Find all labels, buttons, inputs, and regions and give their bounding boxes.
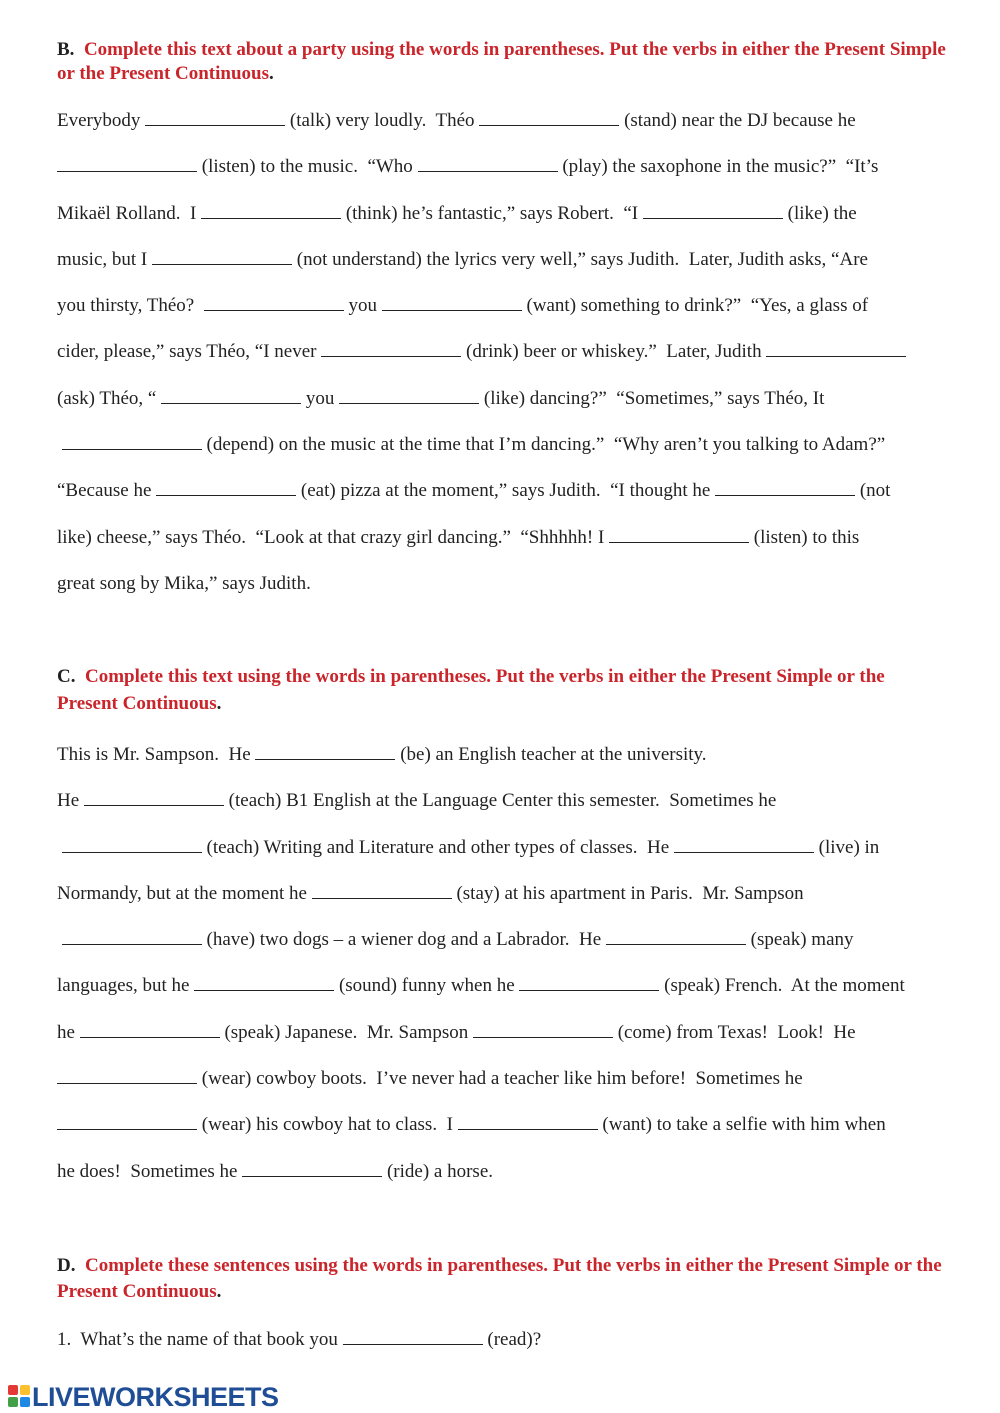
section-b-heading — [57, 38, 947, 86]
text-segment: (think) he’s fantastic,” says Robert. “I — [341, 202, 643, 224]
answer-blank[interactable] — [458, 1114, 598, 1130]
answer-blank[interactable] — [766, 341, 906, 357]
answer-blank[interactable] — [418, 156, 558, 172]
text-segment: (ride) a horse. — [382, 1160, 493, 1182]
text-line — [57, 1157, 947, 1203]
text-segment: (speak) French. At the moment — [659, 975, 905, 997]
text-segment: (sound) funny when he — [334, 975, 520, 997]
text-segment: you — [301, 387, 340, 409]
text-segment: This is Mr. Sampson. He — [57, 744, 256, 765]
text-line — [57, 106, 947, 152]
text-line — [57, 925, 947, 971]
answer-blank[interactable] — [473, 1022, 613, 1038]
text-segment: great song by Mika,” says Judith. — [57, 572, 311, 594]
answer-blank[interactable] — [606, 929, 746, 945]
text-segment: (teach) B1 English at the Language Center this semester. Sometimes he — [223, 790, 777, 812]
logo-text: LIVEWORKSHEETS — [32, 1382, 279, 1412]
text-line — [57, 245, 947, 291]
text-segment: (listen) to this — [749, 526, 860, 548]
answer-blank[interactable] — [382, 295, 522, 311]
text-line — [57, 476, 947, 522]
text-segment: (not understand) the lyrics very well,” says Judith. Later, Judith asks, “Are — [292, 248, 868, 270]
text-segment: (stay) at his apartment in Paris. Mr. Sampson — [451, 882, 804, 904]
text-segment: (have) two dogs – a wiener dog and a Labrador. He — [201, 929, 606, 951]
text-segment: you thirsty, Théo? — [57, 295, 204, 317]
answer-blank[interactable] — [201, 203, 341, 219]
section-b-text — [57, 106, 947, 615]
section-b-period: . — [269, 63, 274, 84]
section-c-period: . — [216, 693, 222, 714]
section-c-instruction: Complete this text using the words in parentheses. Put the verbs in either the Present Simple or the Present Continuous — [57, 666, 885, 714]
text-segment: (come) from Texas! Look! He — [612, 1021, 856, 1043]
section-c-heading — [57, 663, 947, 717]
answer-blank[interactable] — [145, 110, 285, 126]
text-segment: cider, please,” says Théo, “I never — [57, 341, 322, 363]
section-d-letter: D. — [57, 1255, 76, 1276]
text-line — [57, 1018, 947, 1064]
text-line — [57, 786, 947, 832]
text-line — [57, 152, 947, 198]
answer-blank[interactable] — [321, 341, 461, 357]
answer-blank[interactable] — [643, 203, 783, 219]
text-segment: (play) the saxophone in the music?” “It’s — [557, 156, 879, 178]
answer-blank[interactable] — [62, 929, 202, 945]
text-line — [57, 430, 947, 476]
text-line — [57, 1064, 947, 1110]
section-b-letter: B. — [57, 39, 75, 60]
text-segment: (talk) very loudly. Théo — [285, 110, 480, 131]
text-segment: (not — [855, 480, 891, 502]
answer-blank[interactable] — [57, 156, 197, 172]
text-segment: (wear) his cowboy hat to class. I — [197, 1114, 458, 1136]
answer-blank[interactable] — [674, 837, 814, 853]
text-segment: (speak) many — [745, 929, 854, 951]
text-segment: (depend) on the music at the time that I’m dancing.” “Why aren’t you talking to Adam?” — [201, 434, 886, 456]
text-line — [57, 569, 947, 615]
section-b-instruction: Complete this text about a party using the words in parentheses. Put the verbs in either the Present Simple or the Present Continuous — [57, 39, 946, 84]
section-c — [57, 663, 947, 1203]
text-segment: (wear) cowboy boots. I’ve never had a teacher like him before! Sometimes he — [197, 1068, 803, 1090]
answer-blank[interactable] — [479, 110, 619, 126]
text-segment: 1. What’s the name of that book you — [57, 1329, 343, 1350]
text-segment: like) cheese,” says Théo. “Look at that crazy girl dancing.” “Shhhhh! I — [57, 526, 610, 548]
section-d-text — [57, 1325, 947, 1371]
section-d-heading — [57, 1253, 947, 1305]
text-line — [57, 1325, 947, 1371]
text-line — [57, 879, 947, 925]
text-segment: he — [57, 1021, 80, 1043]
answer-blank[interactable] — [255, 744, 395, 760]
answer-blank[interactable] — [84, 790, 224, 806]
answer-blank[interactable] — [519, 975, 659, 991]
answer-blank[interactable] — [152, 249, 292, 265]
answer-blank[interactable] — [80, 1022, 220, 1038]
text-segment: (want) to take a selfie with him when — [597, 1114, 886, 1136]
text-line — [57, 971, 947, 1017]
answer-blank[interactable] — [156, 480, 296, 496]
text-segment: (read)? — [482, 1329, 542, 1350]
answer-blank[interactable] — [715, 480, 855, 496]
text-segment: (teach) Writing and Literature and other types of classes. He — [201, 836, 674, 858]
answer-blank[interactable] — [609, 527, 749, 543]
text-segment: (speak) Japanese. Mr. Sampson — [219, 1021, 473, 1043]
text-segment: (drink) beer or whiskey.” Later, Judith — [461, 341, 767, 363]
section-d — [57, 1253, 947, 1371]
text-segment: (live) in — [813, 836, 880, 858]
text-line — [57, 1110, 947, 1156]
text-line — [57, 740, 947, 786]
answer-blank[interactable] — [62, 837, 202, 853]
text-segment: Mikaël Rolland. I — [57, 202, 202, 224]
text-segment: you — [343, 295, 382, 317]
text-segment: (eat) pizza at the moment,” says Judith. “I thought he — [296, 480, 716, 502]
text-segment: music, but I — [57, 248, 152, 270]
text-line — [57, 523, 947, 569]
text-segment: (want) something to drink?” “Yes, a glass of — [521, 295, 869, 317]
text-segment: He — [57, 790, 84, 812]
answer-blank[interactable] — [204, 295, 344, 311]
text-segment: (be) an English teacher at the university. — [395, 744, 707, 765]
text-segment: “Because he — [57, 480, 157, 502]
text-segment: (listen) to the music. “Who — [197, 156, 418, 178]
text-segment: languages, but he — [57, 975, 195, 997]
section-b — [57, 38, 947, 615]
answer-blank[interactable] — [57, 1114, 197, 1130]
answer-blank[interactable] — [312, 883, 452, 899]
answer-blank[interactable] — [62, 434, 202, 450]
section-c-letter: C. — [57, 666, 76, 687]
text-segment: Everybody — [57, 110, 146, 131]
text-segment: (ask) Théo, “ — [57, 387, 162, 409]
text-line — [57, 291, 947, 337]
text-line — [57, 833, 947, 879]
section-c-text — [57, 740, 947, 1203]
section-d-instruction: Complete these sentences using the words in parentheses. Put the verbs in either the Present Simple or the Present Continuous — [57, 1255, 942, 1302]
text-segment: (like) dancing?” “Sometimes,” says Théo, It — [479, 387, 825, 409]
logo-mark-icon — [8, 1385, 32, 1409]
text-segment: (stand) near the DJ because he — [619, 110, 856, 131]
text-segment: he does! Sometimes he — [57, 1160, 243, 1182]
text-segment: (like) the — [782, 202, 857, 224]
section-d-period: . — [216, 1281, 222, 1302]
text-line — [57, 199, 947, 245]
answer-blank[interactable] — [339, 388, 479, 404]
answer-blank[interactable] — [161, 388, 301, 404]
answer-blank[interactable] — [343, 1329, 483, 1345]
answer-blank[interactable] — [57, 1068, 197, 1084]
liveworksheets-logo — [8, 1382, 279, 1412]
text-line — [57, 337, 947, 383]
text-segment: Normandy, but at the moment he — [57, 882, 312, 904]
answer-blank[interactable] — [194, 975, 334, 991]
text-line — [57, 384, 947, 430]
answer-blank[interactable] — [242, 1161, 382, 1177]
